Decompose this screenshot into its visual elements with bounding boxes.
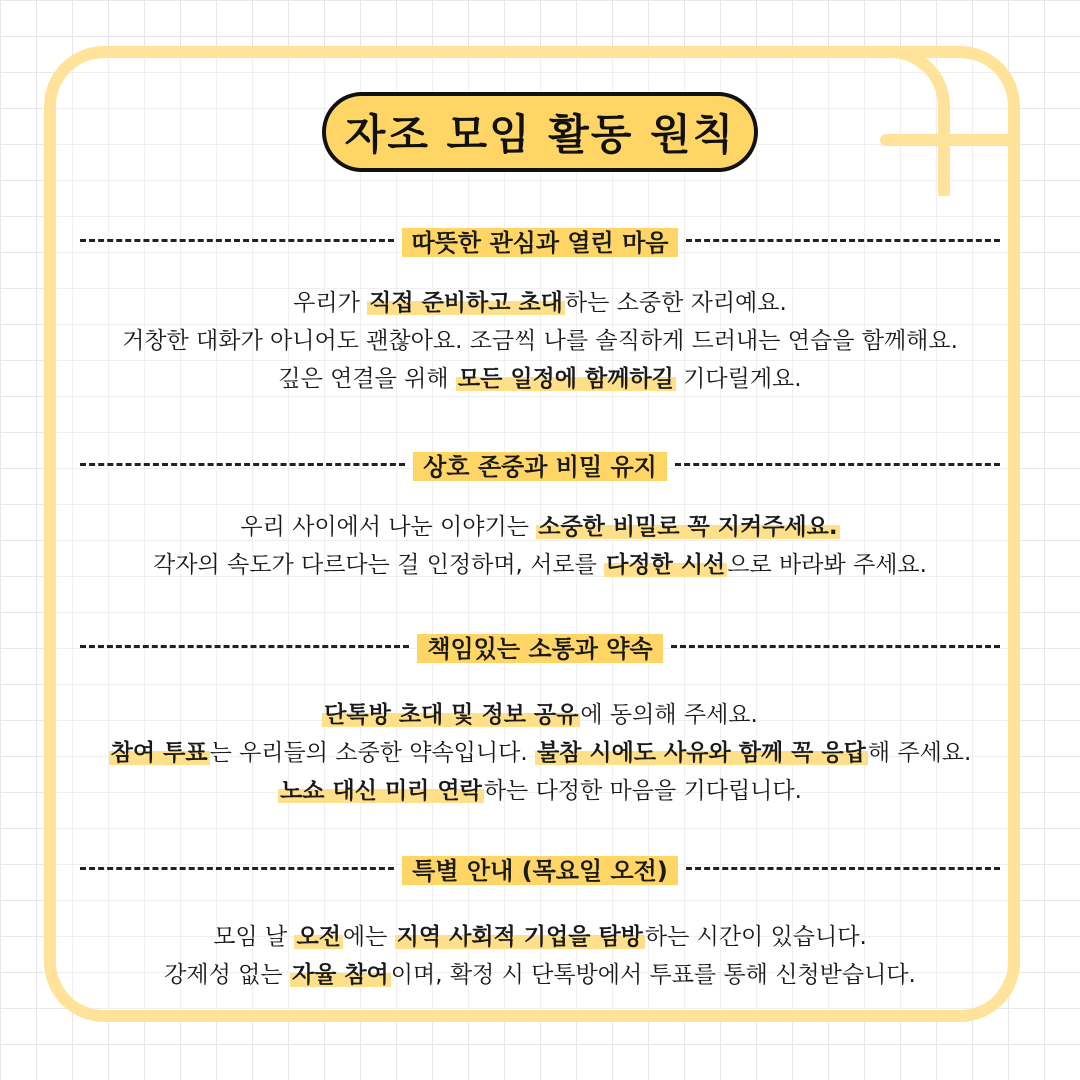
body-line: 단톡방 초대 및 정보 공유에 동의해 주세요. xyxy=(324,702,758,728)
dashed-divider xyxy=(671,645,1000,648)
highlight-text: 오전 xyxy=(296,924,341,950)
section-heading: 책임있는 소통과 약속 xyxy=(417,627,662,666)
highlight-text: 단톡방 초대 및 정보 공유 xyxy=(324,702,579,728)
section-heading: 특별 안내 (목요일 오전) xyxy=(402,849,678,888)
highlight-text: 소중한 비밀로 꼭 지켜주세요. xyxy=(538,514,838,540)
body-line: 우리가 직접 준비하고 초대하는 소중한 자리예요. xyxy=(293,290,787,316)
dashed-divider xyxy=(686,867,1000,870)
highlight-text: 다정한 시선 xyxy=(606,552,726,578)
body-line: 강제성 없는 자율 참여이며, 확정 시 단톡방에서 투표를 통해 신청받습니다. xyxy=(164,962,916,988)
highlight-text: 모든 일정에 함께하길 xyxy=(457,366,674,392)
dashed-divider xyxy=(80,463,405,466)
body-line: 깊은 연결을 위해 모든 일정에 함께하길 기다릴게요. xyxy=(278,366,802,392)
section-body-1 xyxy=(60,284,1020,398)
highlight-text: 자율 참여 xyxy=(291,962,389,988)
section-header-4 xyxy=(80,848,1000,888)
body-line: 우리 사이에서 나눈 이야기는 소중한 비밀로 꼭 지켜주세요. xyxy=(240,514,838,540)
decorative-corner-arc xyxy=(780,46,950,196)
dashed-divider xyxy=(675,463,1000,466)
section-heading: 상호 존중과 비밀 유지 xyxy=(413,445,667,484)
decorative-corner-bar xyxy=(880,134,1020,146)
highlight-text: 참여 투표 xyxy=(110,740,208,766)
body-line: 거창한 대화가 아니어도 괜찮아요. 조금씩 나를 솔직하게 드러내는 연습을 함께해요. xyxy=(122,328,958,354)
body-line: 참여 투표는 우리들의 소중한 약속입니다. 불참 시에도 사유와 함께 꼭 응답해 주세요. xyxy=(110,740,972,766)
dashed-divider xyxy=(80,867,394,870)
dashed-divider xyxy=(80,645,409,648)
section-body-2 xyxy=(60,508,1020,584)
section-header-2 xyxy=(80,444,1000,484)
section-body-3 xyxy=(60,696,1020,810)
section-header-1 xyxy=(80,220,1000,260)
body-line: 노쇼 대신 미리 연락하는 다정한 마음을 기다립니다. xyxy=(280,778,802,804)
dashed-divider xyxy=(686,239,1000,242)
section-body-4 xyxy=(60,918,1020,994)
section-heading: 따뜻한 관심과 열린 마음 xyxy=(402,221,679,260)
body-line: 각자의 속도가 다르다는 걸 인정하며, 서로를 다정한 시선으로 바라봐 주세요. xyxy=(153,552,927,578)
highlight-text: 직접 준비하고 초대 xyxy=(369,290,563,316)
highlight-text: 불참 시에도 사유와 함께 꼭 응답 xyxy=(536,740,866,766)
highlight-text: 노쇼 대신 미리 연락 xyxy=(280,778,482,804)
dashed-divider xyxy=(80,239,394,242)
highlight-text: 지역 사회적 기업을 탐방 xyxy=(396,924,643,950)
body-line: 모임 날 오전에는 지역 사회적 기업을 탐방하는 시간이 있습니다. xyxy=(213,924,867,950)
page-title: 자조 모임 활동 원칙 xyxy=(322,92,758,172)
section-header-3 xyxy=(80,626,1000,666)
